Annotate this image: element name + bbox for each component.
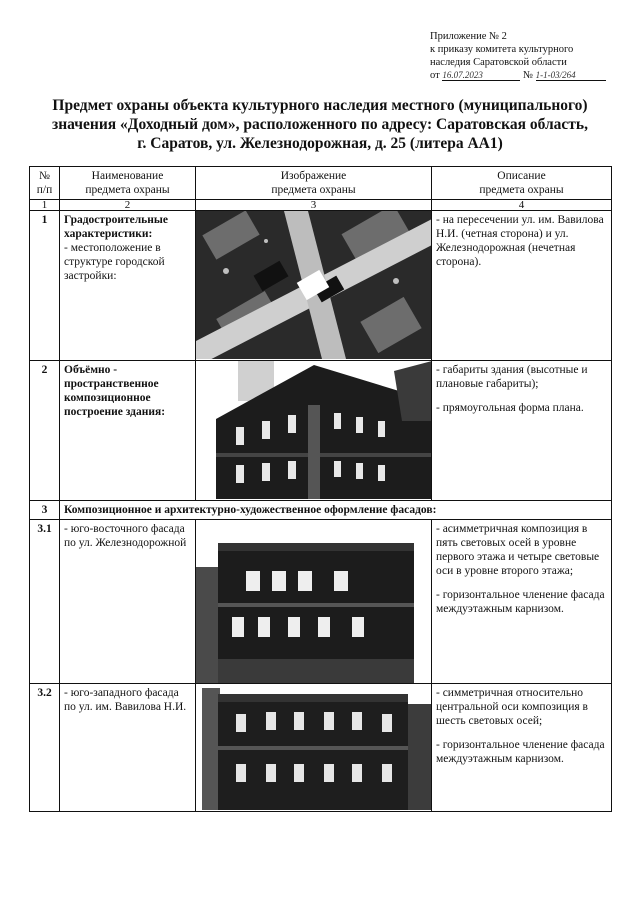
header-image (196, 167, 432, 200)
description-item: - прямоугольная форма плана. (436, 402, 584, 414)
title-line: значения «Доходный дом», расположенного по адресу: Саратовская область, (52, 116, 588, 133)
table-row (30, 211, 612, 361)
column-number: 1 (30, 200, 60, 211)
row-name (60, 211, 196, 361)
description-item: - на пересечении ул. им. Вавилова Н.И. (четная сторона) и ул. Железнодорожная (нечетная сторона). (436, 214, 604, 268)
header-text: предмета охраны (479, 184, 564, 196)
header-num (30, 167, 60, 200)
title-line: г. Саратов, ул. Железнодорожная, д. 25 (литера АА1) (137, 135, 503, 152)
header-text: предмета охраны (85, 184, 170, 196)
header-text: Наименование (91, 170, 164, 182)
number-prefix: № (522, 70, 533, 81)
appendix-line: наследия Саратовской области (430, 57, 567, 68)
row-name: - юго-восточного фасада по ул. Железнодорожной (60, 520, 196, 684)
row-number: 3.2 (30, 684, 60, 812)
image-cell (196, 520, 432, 684)
header-text: № (39, 170, 50, 182)
table-row (30, 361, 612, 501)
building-photo (196, 361, 431, 499)
column-number: 3 (196, 200, 432, 211)
aerial-photo (196, 211, 431, 359)
row-name: - юго-западного фасада по ул. им. Вавилова Н.И. (60, 684, 196, 812)
header-text: Изображение (280, 170, 347, 182)
header-text: предмета охраны (271, 184, 356, 196)
table-row (30, 520, 612, 684)
appendix-line: Приложение № 2 (430, 31, 507, 42)
handwritten-date: 16.07.2023 (442, 70, 520, 81)
row-description (432, 520, 612, 684)
southeast-facade-photo (196, 541, 431, 683)
row-number: 1 (30, 211, 60, 361)
section-row (30, 501, 612, 520)
column-number: 4 (432, 200, 612, 211)
row-number: 2 (30, 361, 60, 501)
southwest-facade-photo (196, 684, 431, 810)
row-description (432, 361, 612, 501)
description-item: - симметричная относительно центральной оси композиция в шесть световых осей; (436, 687, 588, 727)
header-text: п/п (36, 184, 53, 196)
image-cell (196, 684, 432, 812)
column-number: 2 (60, 200, 196, 211)
image-cell (196, 361, 432, 501)
image-cell (196, 211, 432, 361)
row-description (432, 684, 612, 812)
title-line: Предмет охраны объекта культурного наследия местного (муниципального) (52, 97, 588, 114)
appendix-line: к приказу комитета культурного (430, 44, 574, 55)
description-item: - асимметричная композиция в пять световых осей в уровне первого этажа и четыре световые оси в уровне второго этажа; (436, 523, 600, 577)
header-text: Описание (497, 170, 546, 182)
row-description (432, 211, 612, 361)
appendix-block (430, 30, 630, 82)
section-title: Композиционное и архитектурно-художественное оформление фасадов: (60, 501, 612, 520)
page-title (40, 96, 600, 153)
column-number-row (30, 200, 612, 211)
header-row (30, 167, 612, 200)
row-number: 3 (30, 501, 60, 520)
header-desc (432, 167, 612, 200)
header-name (60, 167, 196, 200)
table-row (30, 684, 612, 812)
description-item: - горизонтальное членение фасада междуэтажным карнизом. (436, 589, 605, 615)
handwritten-number: 1-1-03/264 (536, 70, 606, 81)
row-name-detail: - местоположение в структуре городской застройки: (64, 242, 165, 282)
description-item: - габариты здания (высотные и плановые габариты); (436, 364, 588, 390)
row-name-bold: Градостроительные характеристики: (64, 214, 168, 240)
date-prefix: от (430, 70, 440, 81)
description-item: - горизонтальное членение фасада междуэтажным карнизом. (436, 739, 605, 765)
row-name: Объёмно - пространственное композиционное построение здания: (60, 361, 196, 501)
row-number: 3.1 (30, 520, 60, 684)
appendix-date-line (430, 69, 630, 82)
protection-table (29, 166, 612, 812)
